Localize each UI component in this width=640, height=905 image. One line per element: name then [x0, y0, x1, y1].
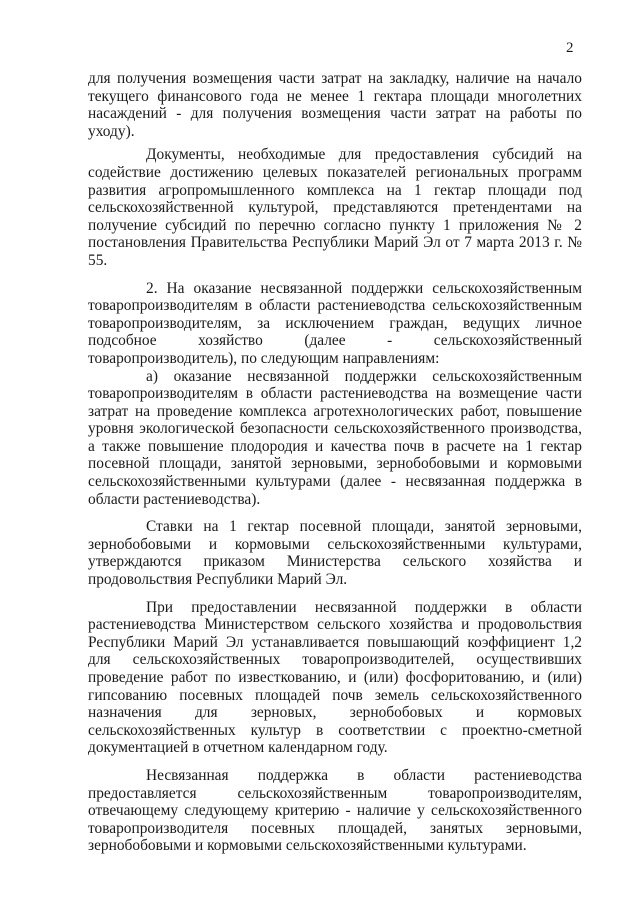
- paragraph-documents: Документы, необходимые для предоставления субсидий на содействие достижению целевых показателей региональных программ развития агропромышленного комплекса на 1 гектар площади под сельскохозяйственной культурой, представляются претендентами на получение субсидий по перечню согласно пункту 1 приложения № 2 постановления Правительства Республики Марий Эл от 7 марта 2013 г. № 55.: [88, 146, 582, 269]
- document-body: [88, 70, 582, 855]
- paragraph-continuation: для получения возмещения части затрат на закладку, наличие на начало текущего финансового года не менее 1 гектара площади многолетних насаждений - для получения возмещения части затрат на работы по уходу).: [88, 70, 582, 140]
- paragraph-item-2: 2. На оказание несвязанной поддержки сельскохозяйственным товаропроизводителям в области растениеводства сельскохозяйственным товаропроизводителям, за исключением граждан, ведущих личное подсобное хозяйство (далее - сельскохозяйственный товаропроизводитель), по следующим направлениям:: [88, 279, 582, 367]
- page-number: 2: [566, 40, 574, 56]
- paragraph-rates: Ставки на 1 гектар посевной площади, занятой зерновыми, зернобобовыми и кормовыми сельскохозяйственными культурами, утверждаются приказом Министерства сельского хозяйства и продовольствия Республики Марий Эл.: [88, 518, 582, 589]
- paragraph-coefficient: При предоставлении несвязанной поддержки в области растениеводства Министерством сельского хозяйства и продовольствия Республики Марий Эл устанавливается повышающий коэффициент 1,2 для сельскохозяйственных товаропроизводителей, осуществивших проведение работ по известкованию, и (или) фосфоритованию, и (или) гипсованию посевных площадей почв земель сельскохозяйственного назначения для зерновых, зернобобовых и кормовых сельскохозяйственных культур в соответствии с проектно-сметной документацией в отчетном календарном году.: [88, 598, 582, 757]
- paragraph-subitem-a: а) оказание несвязанной поддержки сельскохозяйственным товаропроизводителям в области растениеводства на возмещение части затрат на проведение комплекса агротехнологических работ, повышение уровня экологической безопасности сельскохозяйственного производства, а также повышение плодородия и качества почв в расчете на 1 гектар посевной площади, занятой зерновыми, зернобобовыми и кормовыми сельскохозяйственными культурами (далее - несвязанная поддержка в области растениеводства).: [88, 367, 582, 508]
- paragraph-criterion: Несвязанная поддержка в области растениеводства предоставляется сельскохозяйственным товаропроизводителям, отвечающему следующему критерию - наличие у сельскохозяйственного товаропроизводителя посевных площадей, занятых зерновыми, зернобобовыми и кормовыми сельскохозяйственными культурами.: [88, 766, 582, 855]
